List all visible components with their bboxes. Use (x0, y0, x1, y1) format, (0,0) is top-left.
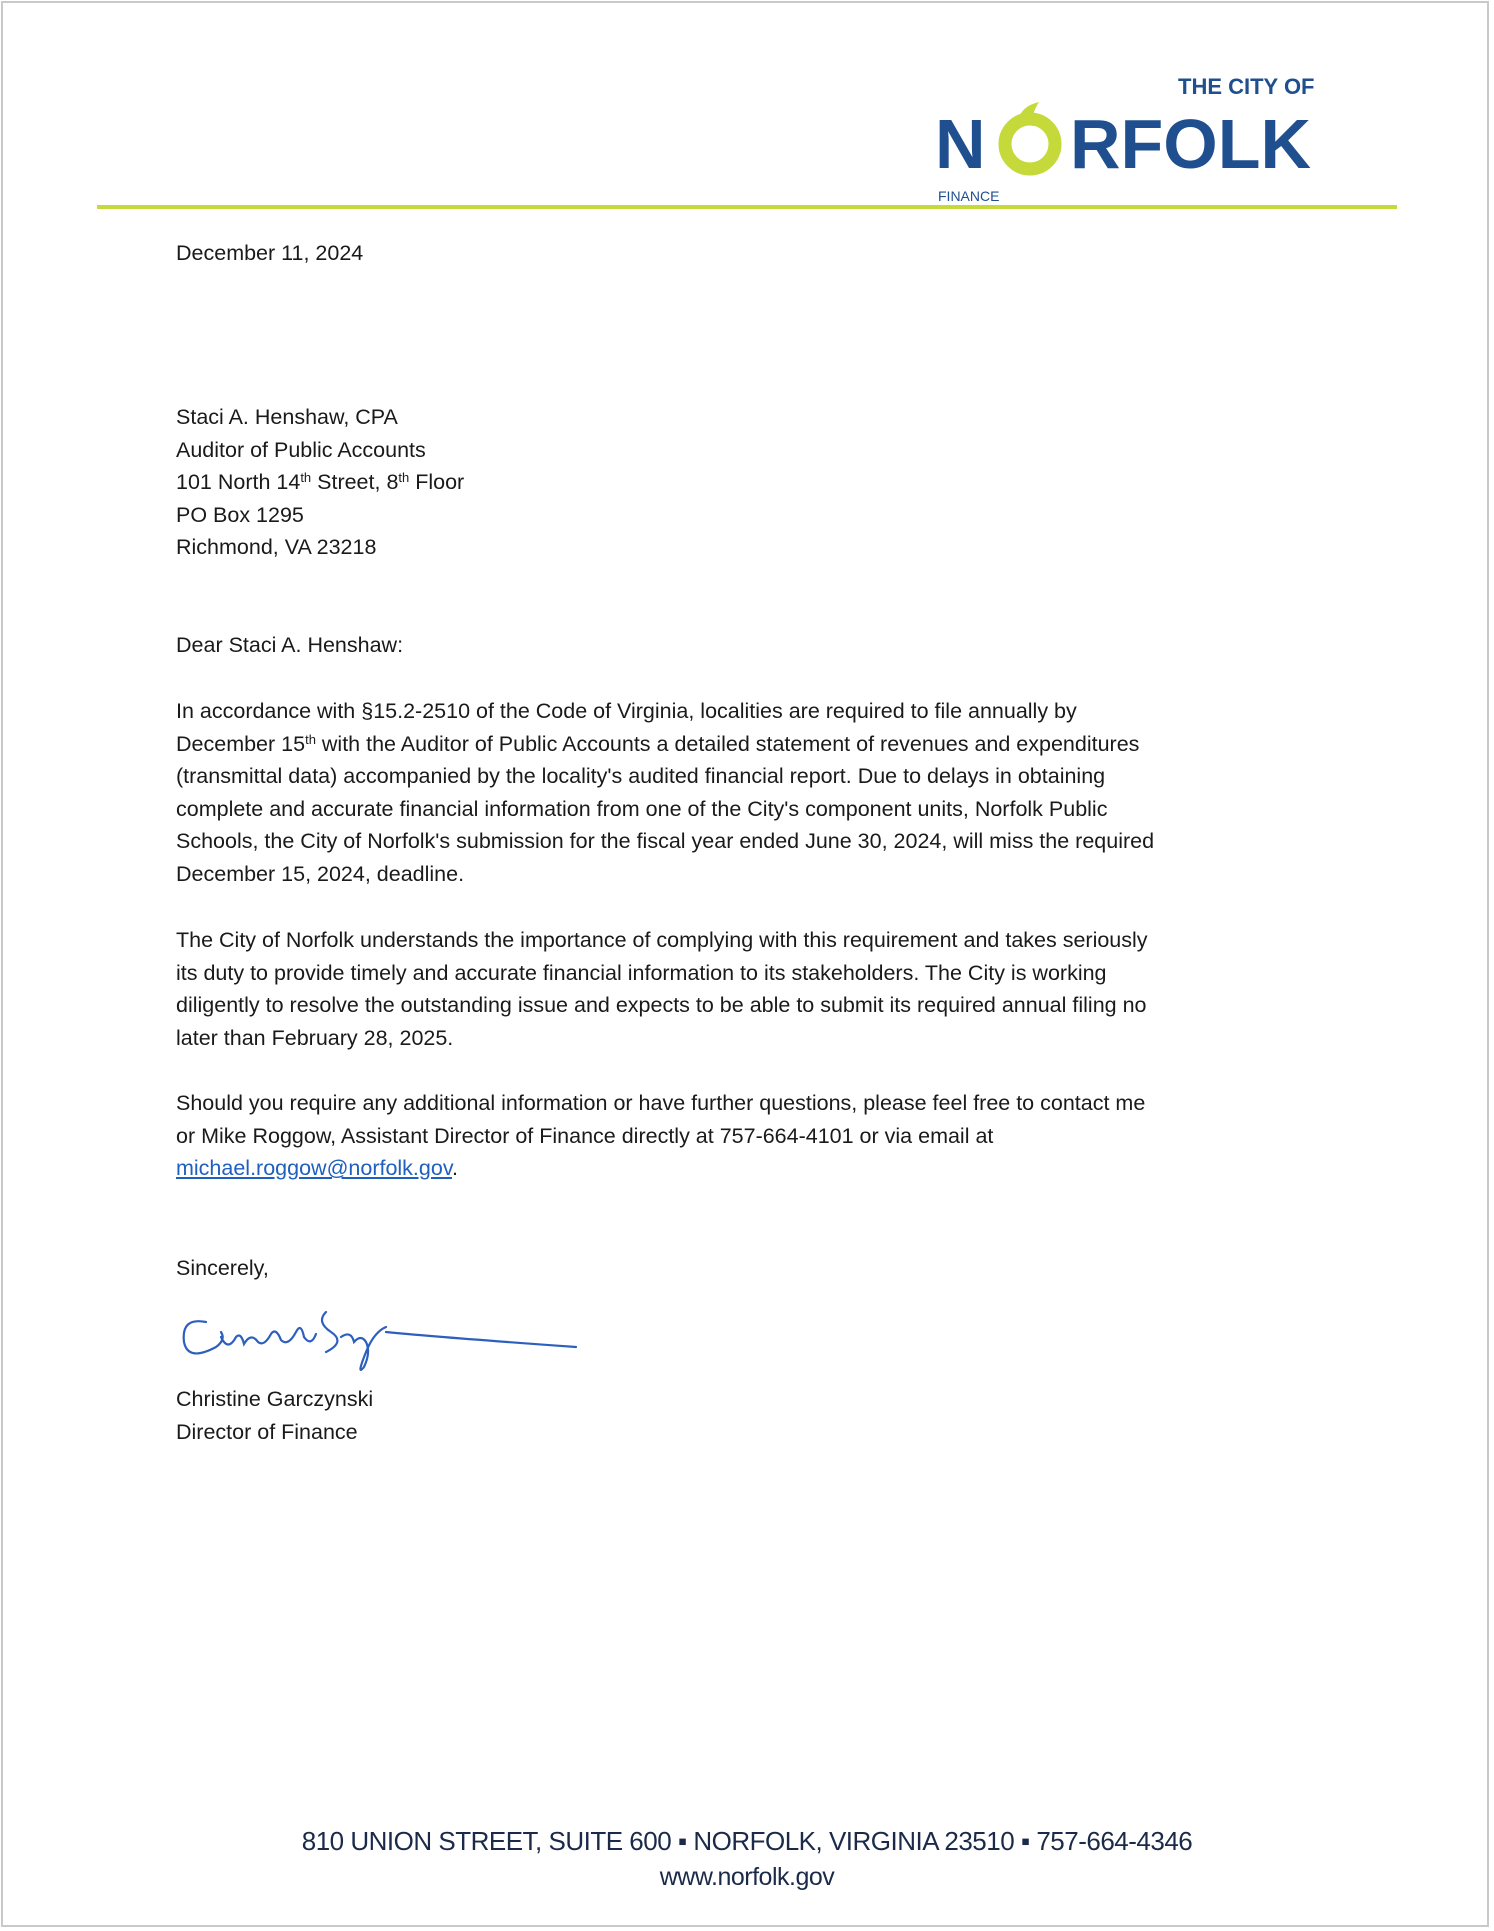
recipient-name: Staci A. Henshaw, CPA (176, 405, 398, 429)
closing: Sincerely, (176, 1256, 269, 1280)
paragraph-1: In accordance with §15.2-2510 of the Code of Virginia, localities are required to file annually by December 15th with the Auditor of Public Accounts a detailed statement of revenues and expenditures (transmittal data) accompanied by the locality's audited financial report. Due to delays in obtaining complete and accurate financial information from one of the City's component units, Norfolk Public Schools, the City of Norfolk's submission for the fiscal year ended June 30, 2024, will miss the required December 15, 2024, deadline. (176, 699, 1155, 886)
recipient-address-line1: 101 North 14th Street, 8th Floor (176, 470, 465, 495)
department-label: FINANCE (938, 188, 1000, 204)
paragraph-3: Should you require any additional information or have further questions, please feel free to contact me or Mike Roggow, Assistant Director of Finance directly at 757-664-4101 or via email at michael.roggow@norfolk.gov. (176, 1091, 1146, 1181)
letter-date: December 11, 2024 (176, 241, 364, 265)
logo-letters-rfolk: RFOLK (1070, 105, 1312, 183)
logo-letter-n: N (935, 105, 986, 183)
recipient-address (176, 401, 464, 564)
footer-website: www.norfolk.gov (659, 1863, 835, 1891)
recipient-title: Auditor of Public Accounts (176, 437, 426, 462)
email-link[interactable]: michael.roggow@norfolk.gov (176, 1156, 452, 1181)
paragraph-2: The City of Norfolk understands the importance of complying with this requirement and takes seriously its duty to provide timely and accurate financial information to its stakeholders. The City is working diligently to resolve the outstanding issue and expects to be able to submit its required annual filing no later than February 28, 2025. (176, 928, 1148, 1050)
signature (176, 1292, 586, 1380)
logo-text-top: THE CITY OF (1178, 74, 1315, 99)
signer-title: Director of Finance (176, 1419, 358, 1444)
letterhead-divider (97, 205, 1397, 209)
footer-address: 810 UNION STREET, SUITE 600 ▪ NORFOLK, VIRGINIA 23510 ▪ 757-664-4346 (301, 1826, 1193, 1856)
salutation: Dear Staci A. Henshaw: (176, 633, 404, 657)
recipient-address-line2: PO Box 1295 (176, 502, 304, 527)
recipient-address-line3: Richmond, VA 23218 (176, 535, 377, 560)
signer-name: Christine Garczynski (176, 1387, 374, 1411)
logo-mermaid-o (1005, 119, 1055, 169)
city-of-norfolk-logo (935, 72, 1395, 204)
signer-block (176, 1383, 373, 1448)
